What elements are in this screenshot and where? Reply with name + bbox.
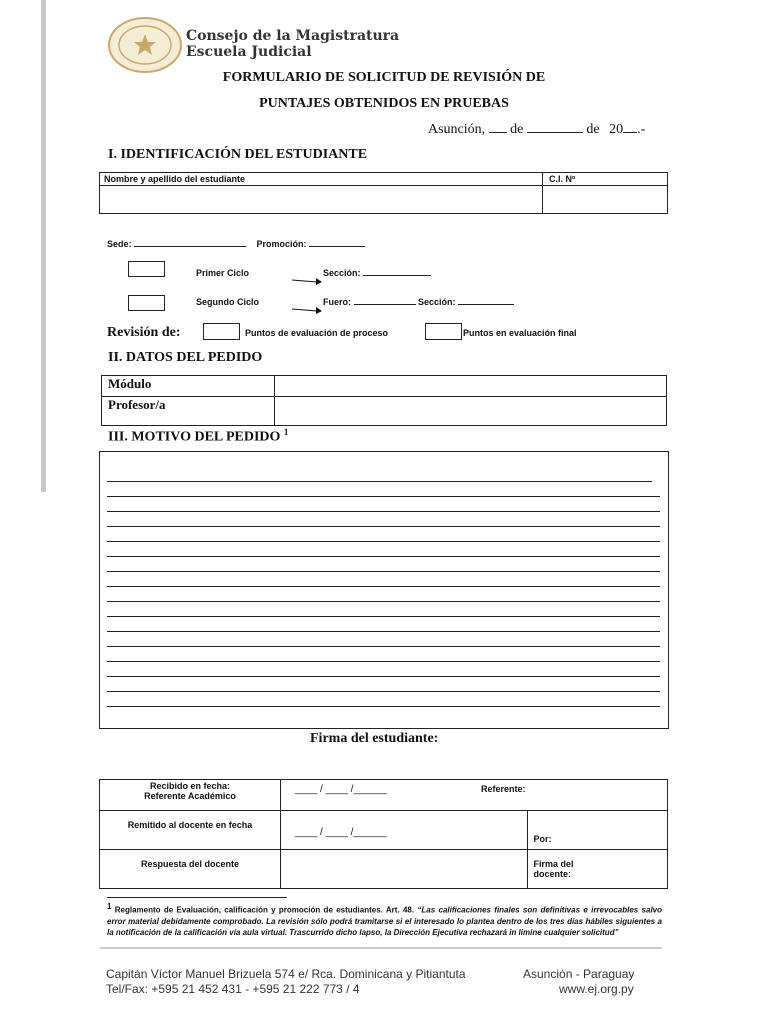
firma-estudiante-label: Firma del estudiante: xyxy=(310,731,439,746)
remitido-label: Remitido al docente en fecha xyxy=(100,811,281,850)
profesor-field[interactable] xyxy=(275,397,667,426)
referente-academico-label: Referente Académico xyxy=(144,791,236,801)
date-year-prefix: 20 xyxy=(609,122,624,137)
footer-address: Capitán Víctor Manuel Brizuela 574 e/ Rca. Dominicana y Pitiantuta xyxy=(106,967,466,981)
footnote-art: Art. 48. xyxy=(382,905,415,915)
date-day-blank[interactable] xyxy=(489,132,507,133)
revision-label: Revisión de: xyxy=(107,325,181,340)
seccion2-blank[interactable] xyxy=(458,304,514,305)
motivo-line xyxy=(107,646,660,647)
promocion-blank[interactable] xyxy=(309,246,365,247)
section1-heading: I. IDENTIFICACIÓN DEL ESTUDIANTE xyxy=(108,147,368,162)
footnote-rule xyxy=(107,897,287,898)
primer-ciclo-checkbox[interactable] xyxy=(128,261,165,277)
ci-label: C.I. Nº xyxy=(543,173,668,186)
motivo-line xyxy=(107,511,660,512)
fuero-blank[interactable] xyxy=(354,304,416,305)
recibido-date: ____ / ____ /______ xyxy=(295,784,387,795)
motivo-line xyxy=(107,601,660,602)
admin-table xyxy=(99,779,668,889)
revision-proceso-checkbox[interactable] xyxy=(203,323,240,340)
sede-blank[interactable] xyxy=(134,246,246,247)
date-de-2: de xyxy=(586,122,600,137)
modulo-label: Módulo xyxy=(102,376,275,397)
motivo-line xyxy=(107,481,652,482)
seccion2-label: Sección: xyxy=(418,297,456,307)
sede-row xyxy=(107,239,365,249)
modulo-field[interactable] xyxy=(275,376,667,397)
footer-web[interactable]: www.ej.org.py xyxy=(559,982,634,996)
remitido-date-cell[interactable] xyxy=(281,811,528,850)
revision-proceso-label: Puntos de evaluación de proceso xyxy=(245,328,389,338)
seccion-row xyxy=(323,268,431,278)
motivo-line xyxy=(107,526,660,527)
motivo-line xyxy=(107,691,660,692)
motivo-line xyxy=(107,556,660,557)
primer-ciclo-label: Primer Ciclo xyxy=(196,268,250,278)
footnote-lead: Reglamento de Evaluación, calificación y promoción de estudiantes. xyxy=(111,905,383,915)
arrow-icon xyxy=(292,299,322,309)
org-subname: Escuela Judicial xyxy=(186,44,312,60)
segundo-ciclo-label: Segundo Ciclo xyxy=(196,297,259,307)
promocion-label: Promoción: xyxy=(256,239,307,249)
sede-label: Sede: xyxy=(107,239,132,249)
footnote-quote: “Las calificaciones finales son definitivas e irrevocables salvo error material debidamente comprobado. La revisión sólo podrá tramitarse si el interesado lo plantea dentro de los tres días hábiles siguientes a la notificación de la calificación vía aula virtual. Trascurrido dicho lapso, la Dirección Ejecutiva rechazará in limine cualquier solicitud” xyxy=(107,905,662,937)
segundo-ciclo-checkbox[interactable] xyxy=(128,295,165,311)
remitido-date: ____ / ____ /______ xyxy=(295,827,387,838)
ci-field[interactable] xyxy=(543,186,668,214)
section3-heading xyxy=(108,427,288,446)
firma-docente-cell[interactable] xyxy=(527,850,668,889)
arrow-icon xyxy=(292,270,322,280)
footer-city: Asunción - Paraguay xyxy=(523,967,635,981)
name-label: Nombre y apellido del estudiante xyxy=(100,173,543,186)
student-id-table xyxy=(99,172,668,214)
motivo-line xyxy=(107,616,660,617)
recibido-label: Recibido en fecha: xyxy=(149,781,230,791)
footer-phone: Tel/Fax: +595 21 452 431 - +595 21 222 773 / 4 xyxy=(106,982,360,996)
por-label[interactable]: Por: xyxy=(527,811,668,850)
profesor-label: Profesor/a xyxy=(102,397,275,426)
section2-heading: II. DATOS DEL PEDIDO xyxy=(108,350,263,365)
motivo-line xyxy=(107,496,660,497)
form-title-line2: PUNTAJES OBTENIDOS EN PRUEBAS xyxy=(259,96,509,111)
respuesta-label: Respuesta del docente xyxy=(100,850,281,889)
footer-divider xyxy=(100,947,662,949)
motivo-line xyxy=(107,586,660,587)
fuero-row xyxy=(323,297,514,307)
motivo-line xyxy=(107,541,660,542)
motivo-line xyxy=(107,706,660,707)
firma-docente-label-b: docente: xyxy=(533,869,572,879)
date-year-blank[interactable] xyxy=(623,132,637,133)
motivo-line xyxy=(107,631,660,632)
pedido-table xyxy=(101,375,667,426)
seccion-label: Sección: xyxy=(323,268,361,278)
respuesta-field[interactable] xyxy=(281,850,528,889)
motivo-box[interactable] xyxy=(99,451,669,729)
date-month-blank[interactable] xyxy=(527,132,583,133)
revision-final-label: Puntos en evaluación final xyxy=(463,328,577,338)
motivo-line xyxy=(107,676,660,677)
referente-label: Referente: xyxy=(481,784,526,794)
revision-final-checkbox[interactable] xyxy=(425,323,462,340)
footnote-text xyxy=(107,901,662,938)
fuero-label: Fuero: xyxy=(323,297,351,307)
firma-docente-label-a: Firma del xyxy=(533,859,574,869)
seccion-blank[interactable] xyxy=(363,275,431,276)
form-title-line1: FORMULARIO DE SOLICITUD DE REVISIÓN DE xyxy=(222,70,546,85)
recibido-cell xyxy=(100,780,281,811)
referente-cell[interactable] xyxy=(481,780,668,811)
name-field[interactable] xyxy=(100,186,543,214)
date-place: Asunción, xyxy=(428,122,486,137)
footnote-number: 1 xyxy=(107,902,112,911)
date-line xyxy=(428,122,645,138)
seal-text xyxy=(106,16,107,17)
motivo-line xyxy=(107,661,660,662)
date-de-1: de xyxy=(510,122,524,137)
org-name: Consejo de la Magistratura xyxy=(186,28,400,44)
date-end: .- xyxy=(637,122,646,137)
motivo-line xyxy=(107,571,660,572)
seal-logo xyxy=(106,16,184,74)
section3-title: III. MOTIVO DEL PEDIDO xyxy=(108,429,281,445)
footnote-ref: 1 xyxy=(283,427,289,437)
